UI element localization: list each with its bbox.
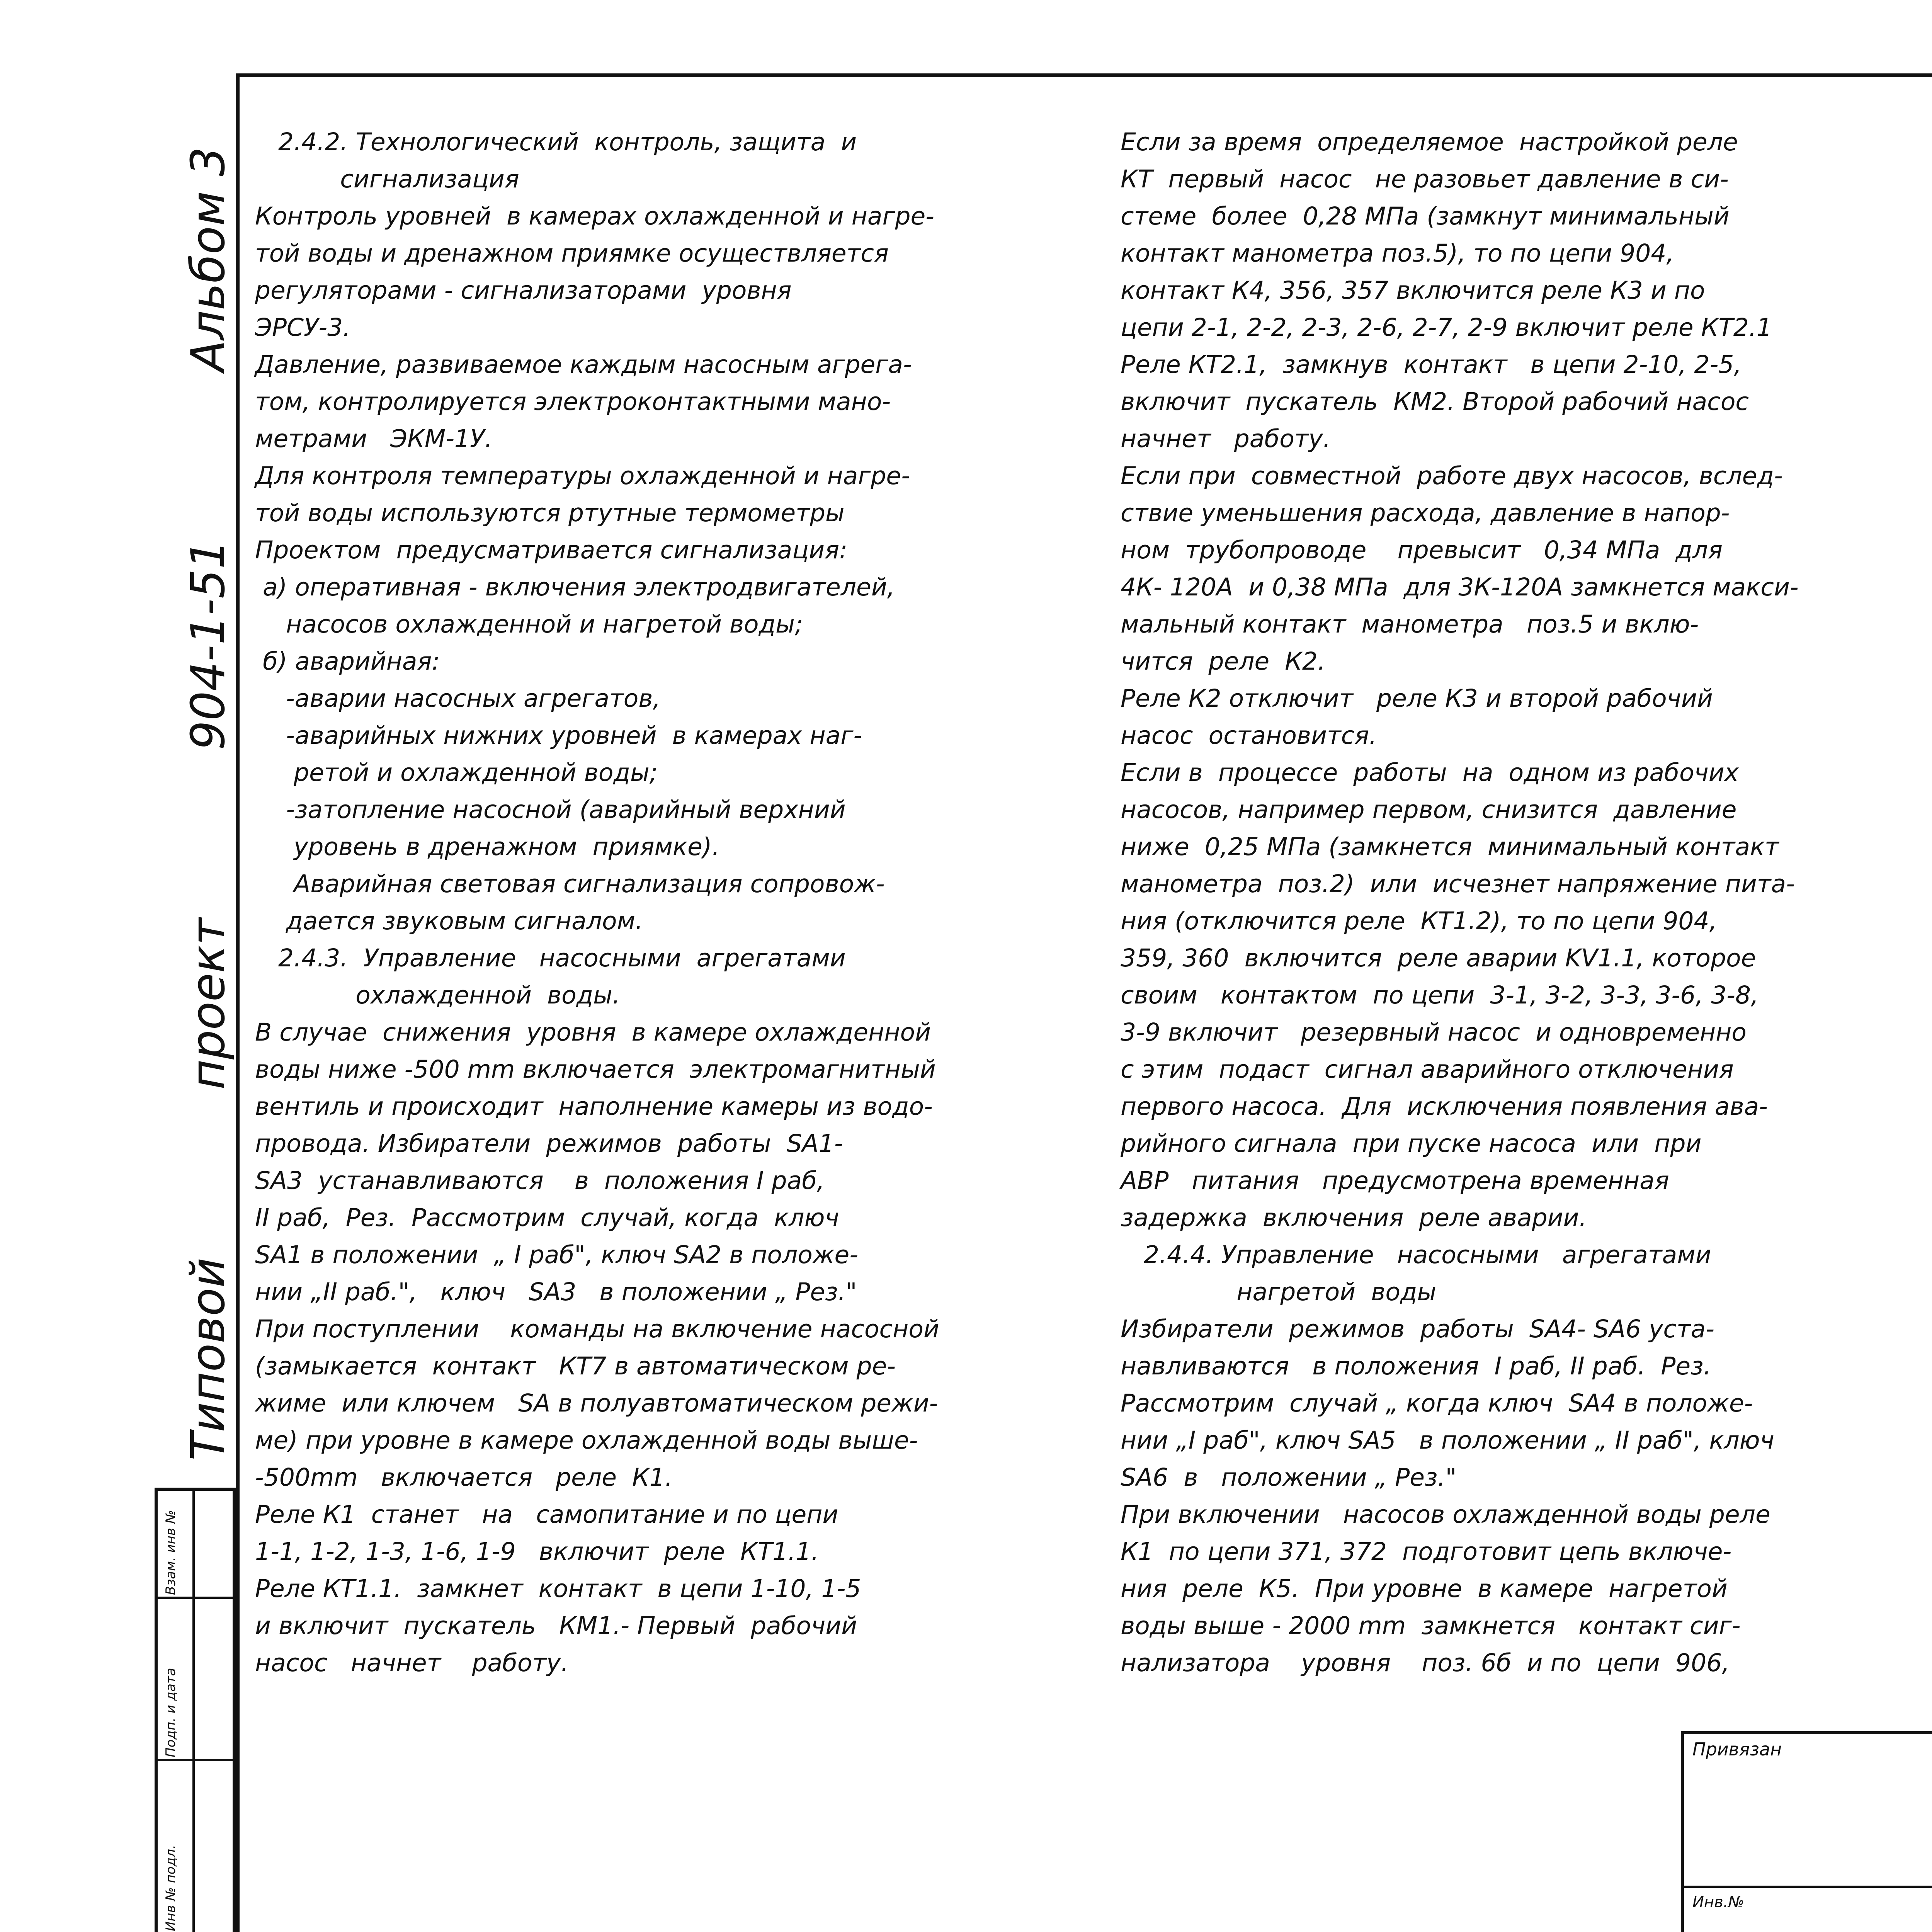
text-line: ретой и охлажденной воды;: [255, 759, 658, 787]
text-line: Проектом предусматривается сигнализация:: [255, 536, 848, 564]
text-line: Если в процессе работы на одном из рабочих: [1121, 759, 1739, 787]
privyazan-left-line: [1681, 1731, 1684, 1932]
text-line: ном трубопроводе превысит 0,34 МПа для: [1121, 536, 1723, 564]
text-line: Контроль уровней в камерах охлажденной и нагре-: [255, 202, 935, 230]
text-line: В случае снижения уровня в камере охлажденной: [255, 1018, 931, 1046]
text-line: (замыкается контакт КТ7 в автоматическом ре-: [255, 1352, 896, 1380]
text-line: ния (отключится реле КТ1.2), то по цепи 904,: [1121, 907, 1717, 935]
text-line: провода. Избиратели режимов работы SA1-: [255, 1129, 843, 1158]
text-line: задержка включения реле аварии.: [1121, 1204, 1587, 1232]
left-stamp-strip: [155, 1488, 236, 1932]
text-line: ниже 0,25 МПа (замкнется минимальный контакт: [1121, 833, 1779, 861]
text-line: Аварийная световая сигнализация сопровож-: [255, 870, 885, 898]
stamp-label-inv: Инв № подл.: [163, 1845, 179, 1931]
text-line: SA6 в положении „ Рез.": [1121, 1463, 1457, 1492]
text-line: ЭРСУ-3.: [255, 313, 351, 342]
privyazan-mid-line: [1681, 1886, 1932, 1888]
text-line: нии „II раб.", ключ SA3 в положении „ Рез.": [255, 1278, 857, 1306]
vertical-project-title: [182, 147, 235, 1461]
stamp-label-vzam: Взам. инв №: [163, 1510, 179, 1595]
text-line: При поступлении команды на включение насосной: [255, 1315, 939, 1343]
text-line: При включении насосов охлажденной воды реле: [1121, 1500, 1770, 1529]
text-line: Реле К2 отключит реле К3 и второй рабочий: [1121, 684, 1713, 713]
section-heading: 2.4.3. Управление насосными агрегатами: [278, 944, 846, 972]
text-line: цепи 2-1, 2-2, 2-3, 2-6, 2-7, 2-9 включит реле КТ2.1: [1121, 313, 1772, 342]
vtitle-typovoy: Типовой: [182, 1257, 235, 1461]
text-line: Избиратели режимов работы SA4- SA6 уста-: [1121, 1315, 1715, 1343]
privyazan-label: Привязан: [1692, 1739, 1782, 1760]
text-line: Если за время определяемое настройкой реле: [1121, 128, 1738, 156]
text-line: том, контролируется электроконтактными мано-: [255, 388, 891, 416]
inv-no-label: Инв.№: [1692, 1893, 1744, 1911]
text-line: нии „I раб", ключ SA5 в положении „ II раб", ключ: [1121, 1426, 1774, 1454]
text-line: воды выше - 2000 mm замкнется контакт сиг-: [1121, 1612, 1741, 1640]
text-line: SA1 в положении „ I раб", ключ SA2 в положе-: [255, 1241, 859, 1269]
text-line: 1-1, 1-2, 1-3, 1-6, 1-9 включит реле КТ1.1.: [255, 1537, 819, 1566]
text-line: -затопление насосной (аварийный верхний: [255, 796, 846, 824]
text-line: насос остановится.: [1121, 721, 1377, 750]
stamp-label-podp: Подп. и дата: [163, 1668, 179, 1757]
text-line: стеме более 0,28 МПа (замкнут минимальный: [1121, 202, 1730, 230]
text-line: вентиль и происходит наполнение камеры из водо-: [255, 1092, 933, 1121]
text-line: 4К- 120А и 0,38 МПа для 3К-120А замкнется макси-: [1121, 573, 1799, 601]
text-line: своим контактом по цепи 3-1, 3-2, 3-3, 3-6, 3-8,: [1121, 981, 1759, 1009]
text-line: воды ниже -500 mm включается электромагнитный: [255, 1055, 936, 1083]
section-heading: 2.4.4. Управление насосными агрегатами: [1144, 1241, 1711, 1269]
text-line: АВР питания предусмотрена временная: [1121, 1167, 1669, 1195]
text-line: КТ первый насос не разовьет давление в си-: [1121, 165, 1729, 193]
text-line: включит пускатель КМ2. Второй рабочий насос: [1121, 388, 1749, 416]
text-line: контакт К4, 356, 357 включится реле К3 и по: [1121, 276, 1705, 304]
text-line: Для контроля температуры охлажденной и нагре-: [255, 462, 910, 490]
text-line: Реле КТ2.1, замкнув контакт в цепи 2-10, 2-5,: [1121, 350, 1742, 379]
text-line: ния реле К5. При уровне в камере нагретой: [1121, 1575, 1728, 1603]
vtitle-album: Альбом 3: [182, 147, 235, 372]
section-heading: охлажденной воды.: [278, 981, 620, 1009]
text-line: первого насоса. Для исключения появления ава-: [1121, 1092, 1768, 1121]
text-line: той воды и дренажном приямке осуществляется: [255, 239, 889, 267]
text-line: с этим подаст сигнал аварийного отключения: [1121, 1055, 1734, 1083]
text-column-2: [1121, 124, 1799, 1682]
text-line: манометра поз.2) или исчезнет напряжение пита-: [1121, 870, 1795, 898]
section-heading: 2.4.2. Технологический контроль, защита и: [278, 128, 857, 156]
text-line: навливаются в положения I раб, II раб. Рез.: [1121, 1352, 1711, 1380]
text-line: II раб, Рез. Рассмотрим случай, когда ключ: [255, 1204, 839, 1232]
text-line: дается звуковым сигналом.: [255, 907, 643, 935]
text-line: той воды используются ртутные термометры: [255, 499, 845, 527]
text-line: SA3 устанавливаются в положения I раб,: [255, 1167, 825, 1195]
text-line: начнет работу.: [1121, 425, 1331, 453]
text-line: мальный контакт манометра поз.5 и вклю-: [1121, 610, 1699, 638]
text-line: насосов, например первом, снизится давление: [1121, 796, 1737, 824]
text-line: ствие уменьшения расхода, давление в напор-: [1121, 499, 1730, 527]
text-line: -500mm включается реле К1.: [255, 1463, 673, 1492]
section-heading: сигнализация: [278, 165, 519, 193]
text-line: 359, 360 включится реле аварии KV1.1, которое: [1121, 944, 1756, 972]
section-heading: нагретой воды: [1144, 1278, 1437, 1306]
text-line: а) оперативная - включения электродвигателей,: [255, 573, 895, 601]
text-line: жиме или ключем SA в полуавтоматическом режи-: [255, 1389, 938, 1417]
text-line: Если при совместной работе двух насосов, вслед-: [1121, 462, 1783, 490]
text-line: нализатора уровня поз. 6б и по цепи 906,: [1121, 1649, 1730, 1677]
text-line: -аварийных нижних уровней в камерах наг-: [255, 721, 862, 750]
text-line: 3-9 включит резервный насос и одновременно: [1121, 1018, 1747, 1046]
text-line: насос начнет работу.: [255, 1649, 569, 1677]
text-line: контакт манометра поз.5), то по цепи 904,: [1121, 239, 1674, 267]
text-line: регуляторами - сигнализаторами уровня: [255, 276, 792, 304]
text-line: Рассмотрим случай „ когда ключ SA4 в положе-: [1121, 1389, 1753, 1417]
text-line: и включит пускатель КМ1.- Первый рабочий: [255, 1612, 857, 1640]
text-line: уровень в дренажном приямке).: [255, 833, 720, 861]
text-line: метрами ЭКМ-1У.: [255, 425, 493, 453]
text-line: чится реле К2.: [1121, 647, 1326, 675]
vtitle-proekt: проект: [182, 918, 235, 1090]
text-line: К1 по цепи 371, 372 подготовит цепь включе-: [1121, 1537, 1732, 1566]
text-column-1: [255, 124, 939, 1682]
text-line: рийного сигнала при пуске насоса или при: [1121, 1129, 1702, 1158]
text-line: насосов охлажденной и нагретой воды;: [255, 610, 803, 638]
privyazan-top-line: [1681, 1731, 1932, 1734]
text-line: Давление, развиваемое каждым насосным агрега-: [255, 350, 912, 379]
text-line: б) аварийная:: [255, 647, 440, 675]
text-line: -аварии насосных агрегатов,: [255, 684, 661, 713]
text-line: Реле К1 станет на самопитание и по цепи: [255, 1500, 838, 1529]
vtitle-code: 904-1-51: [182, 539, 235, 750]
text-line: Реле КТ1.1. замкнет контакт в цепи 1-10, 1-5: [255, 1575, 861, 1603]
text-line: ме) при уровне в камере охлажденной воды выше-: [255, 1426, 918, 1454]
